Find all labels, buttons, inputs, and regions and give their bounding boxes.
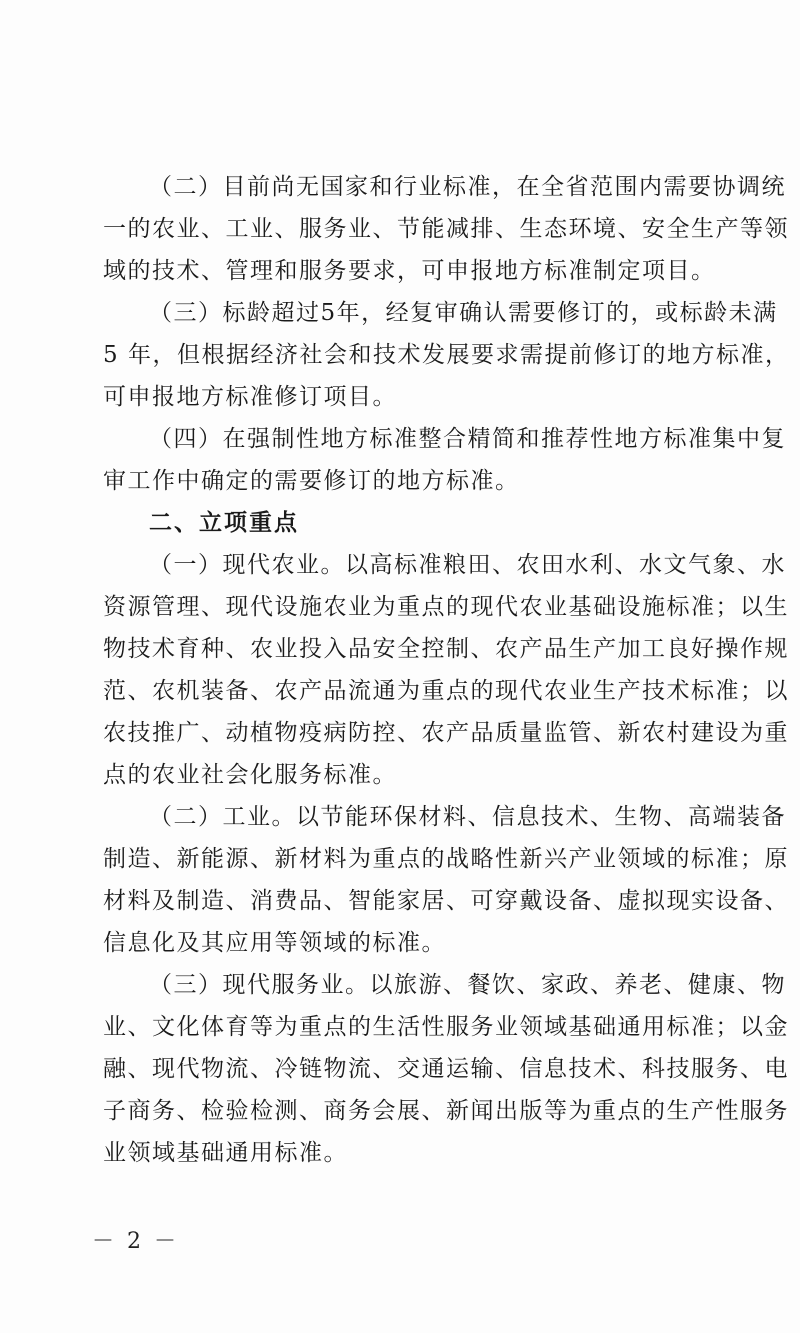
paragraph-line: 制造、新能源、新材料为重点的战略性新兴产业领域的标准；原 xyxy=(103,846,789,872)
paragraph-line: （三）标龄超过5年，经复审确认需要修订的，或标龄未满 xyxy=(149,300,778,326)
document-body xyxy=(103,166,790,1174)
paragraph-line: 资源管理、现代设施农业为重点的现代农业基础设施标准；以生 xyxy=(103,594,789,620)
paragraph-line: 业领域基础通用标准。 xyxy=(103,1140,348,1166)
paragraph-line: 业、文化体育等为重点的生活性服务业领域基础通用标准；以金 xyxy=(103,1014,789,1040)
paragraph-line: 子商务、检验检测、商务会展、新闻出版等为重点的生产性服务 xyxy=(103,1098,789,1124)
section-heading: 二、立项重点 xyxy=(149,510,299,536)
page-number: － 2 － xyxy=(92,1229,179,1254)
paragraph-line: 审工作中确定的需要修订的地方标准。 xyxy=(103,468,520,494)
paragraph-line: 材料及制造、消费品、智能家居、可穿戴设备、虚拟现实设备、 xyxy=(103,888,789,914)
paragraph-line: 融、现代物流、冷链物流、交通运输、信息技术、科技服务、电 xyxy=(103,1056,789,1082)
paragraph-line: 域的技术、管理和服务要求，可申报地方标准制定项目。 xyxy=(103,258,716,284)
paragraph-line: （一）现代农业。以高标准粮田、农田水利、水文气象、水 xyxy=(149,552,786,578)
paragraph-line: （二）工业。以节能环保材料、信息技术、生物、高端装备 xyxy=(149,804,786,830)
paragraph-line: 一的农业、工业、服务业、节能减排、生态环境、安全生产等领 xyxy=(103,216,789,242)
paragraph-line: 农技推广、动植物疫病防控、农产品质量监管、新农村建设为重 xyxy=(103,720,789,746)
paragraph-line: 范、农机装备、农产品流通为重点的现代农业生产技术标准；以 xyxy=(103,678,789,704)
paragraph-line: （四）在强制性地方标准整合精简和推荐性地方标准集中复 xyxy=(149,426,786,452)
paragraph-line: 点的农业社会化服务标准。 xyxy=(103,762,397,788)
paragraph-line: 5 年，但根据经济社会和技术发展要求需提前修订的地方标准， xyxy=(103,342,790,368)
paragraph-line: 信息化及其应用等领域的标准。 xyxy=(103,930,446,956)
paragraph-line: （三）现代服务业。以旅游、餐饮、家政、养老、健康、物 xyxy=(149,972,786,998)
paragraph-line: 可申报地方标准修订项目。 xyxy=(103,384,397,410)
paragraph-line: （二）目前尚无国家和行业标准，在全省范围内需要协调统 xyxy=(149,174,786,200)
paragraph-line: 物技术育种、农业投入品安全控制、农产品生产加工良好操作规 xyxy=(103,636,789,662)
